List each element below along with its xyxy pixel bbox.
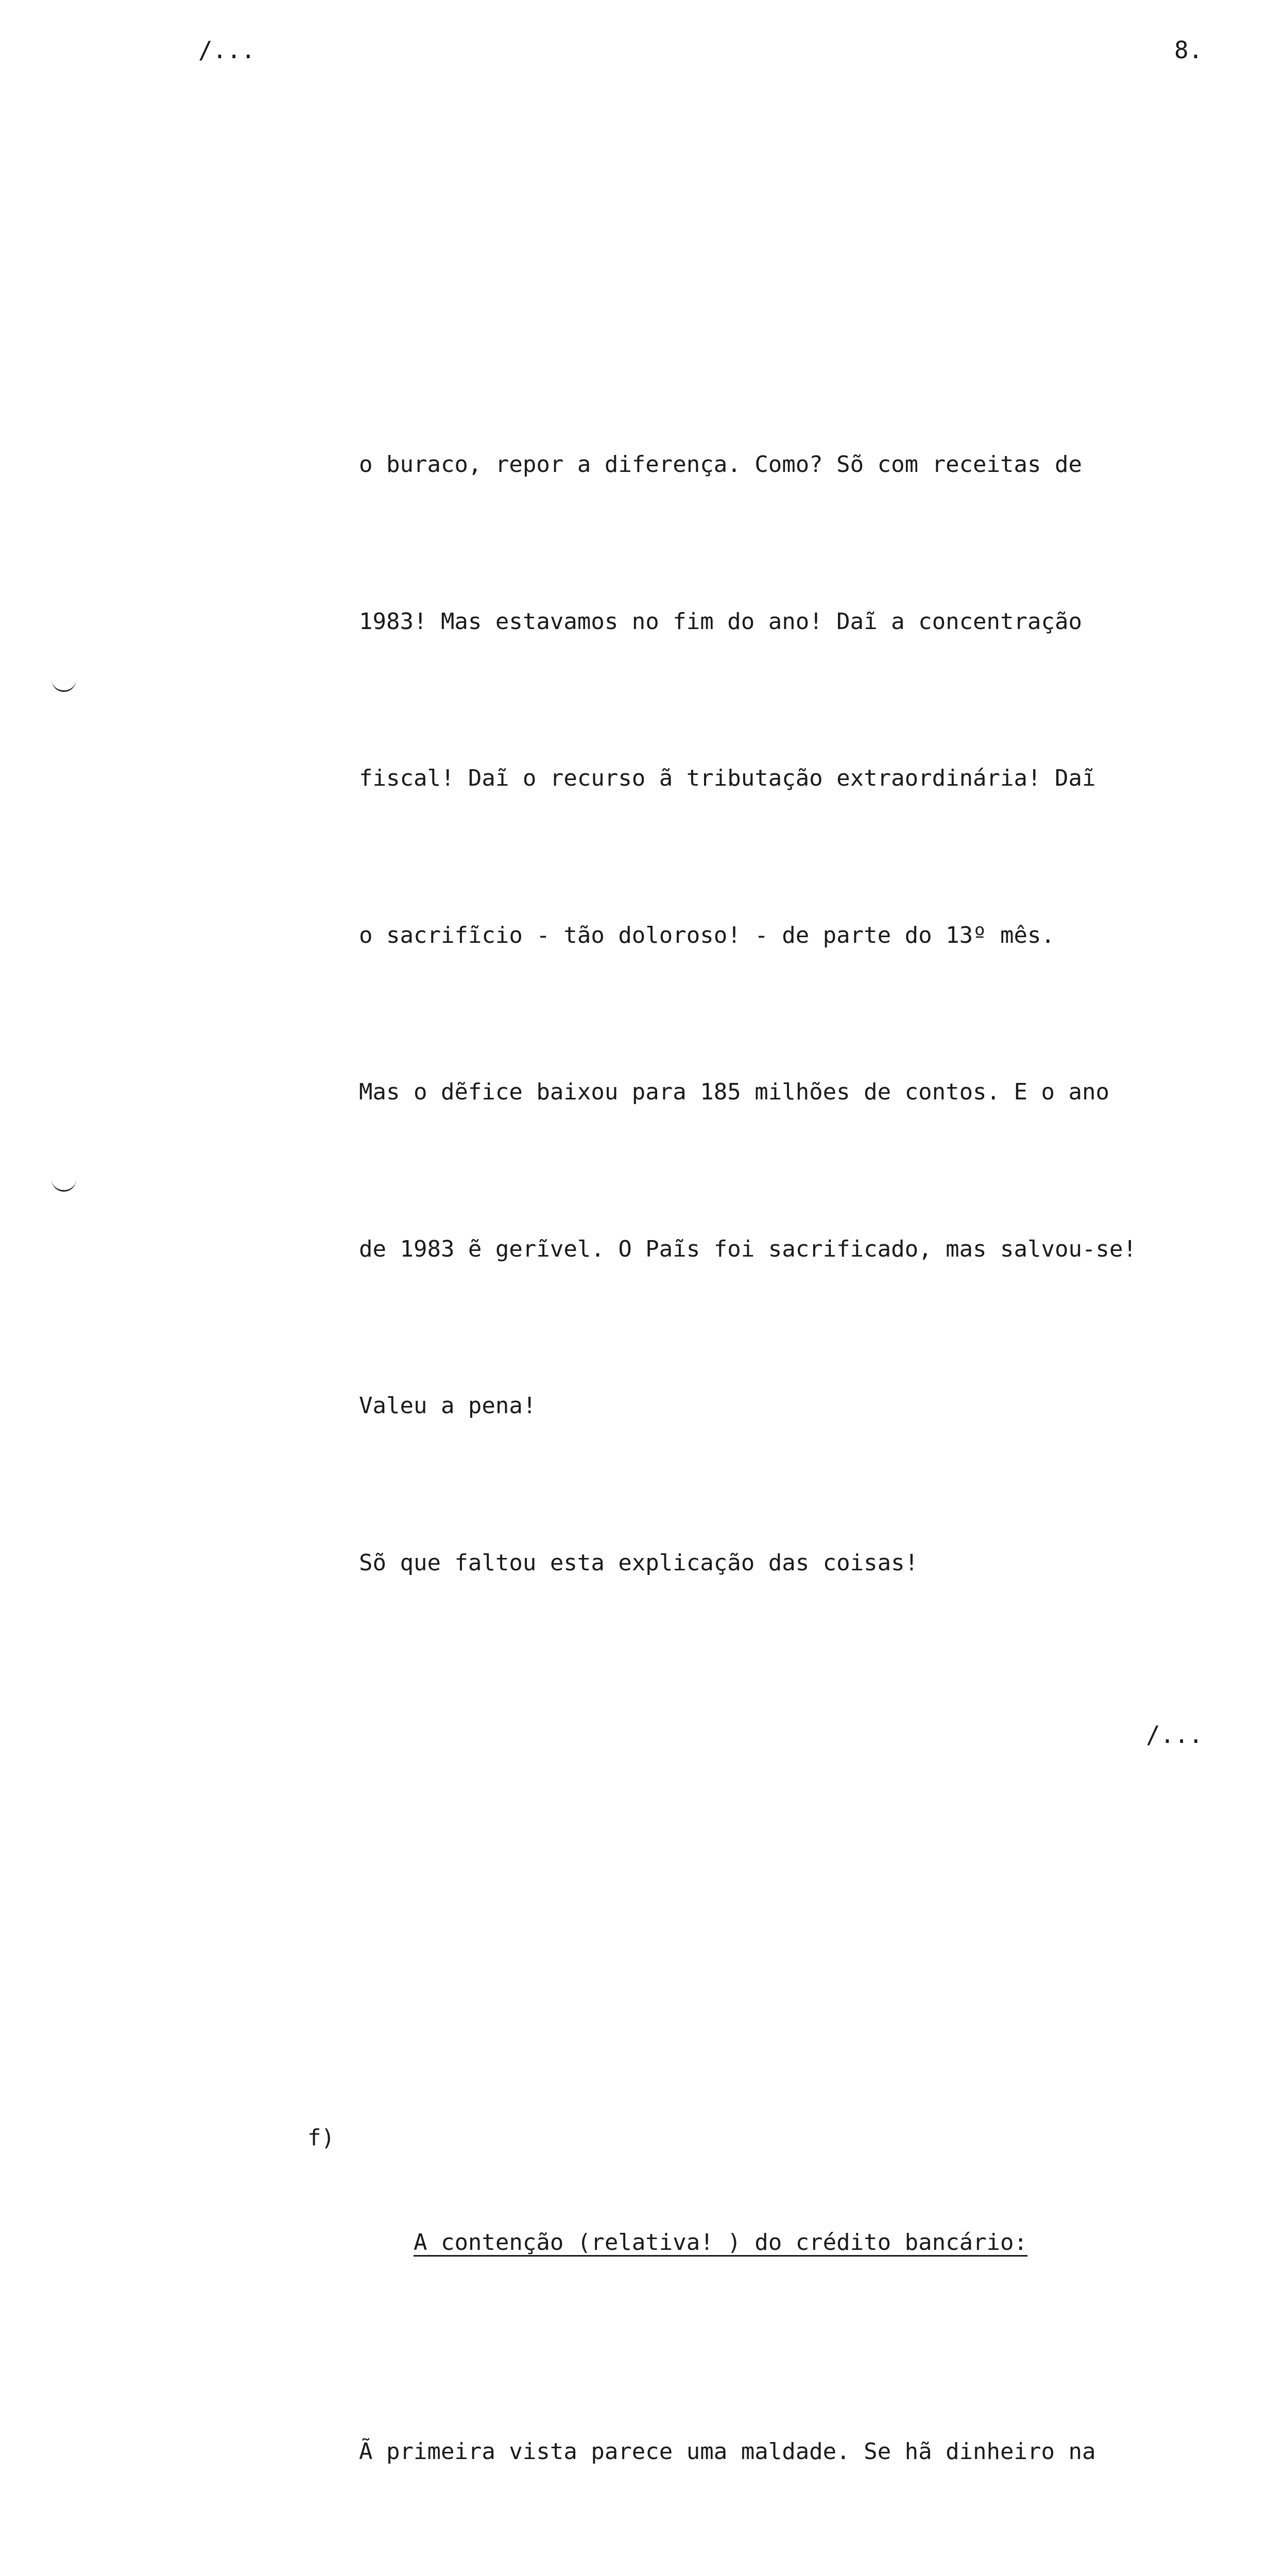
margin-mark-1	[52, 679, 76, 692]
text-line: fiscal! Daĩ o recurso ã tributação extraordinária! Daĩ	[359, 765, 1096, 791]
text-line: Sõ que faltou esta explicação das coisas!	[359, 1549, 919, 1576]
section-label: f)	[307, 2125, 335, 2151]
continuation-mark-top: /...	[198, 36, 255, 64]
text-line: 1983! Mas estavamos no fim do ano! Daĩ a concentração	[359, 608, 1082, 635]
margin-mark-2	[52, 1179, 76, 1192]
text-line: Mas o dẽfice baixou para 185 milhões de contos. E o ano	[359, 1079, 1109, 1105]
section-f-heading	[307, 2112, 1269, 2256]
text-line: de 1983 ẽ gerĩvel. O Paĩs foi sacrificado, mas salvou-se!	[359, 1235, 1137, 1262]
paragraph-gap	[359, 1851, 1269, 1955]
section-heading-text: A contenção (relativa! ) do crédito bancário:	[413, 2229, 1028, 2256]
text-line: o sacrifĩcio - tão doloroso! - de parte do 13º mês.	[359, 922, 1055, 948]
paragraph-1	[359, 334, 1269, 1693]
text-line: Valeu a pena!	[359, 1393, 537, 1419]
page-number: 8.	[1174, 36, 1203, 64]
text-line: Ã primeira vista parece uma maldade. Se hã dinheiro na	[359, 2438, 1096, 2465]
continuation-mark-bottom: /...	[1146, 1721, 1203, 1749]
document-body	[307, 229, 1269, 2576]
text-line: o buraco, repor a diferença. Como? Sõ com receitas de	[359, 451, 1082, 478]
paragraph-2	[359, 2321, 1269, 2576]
